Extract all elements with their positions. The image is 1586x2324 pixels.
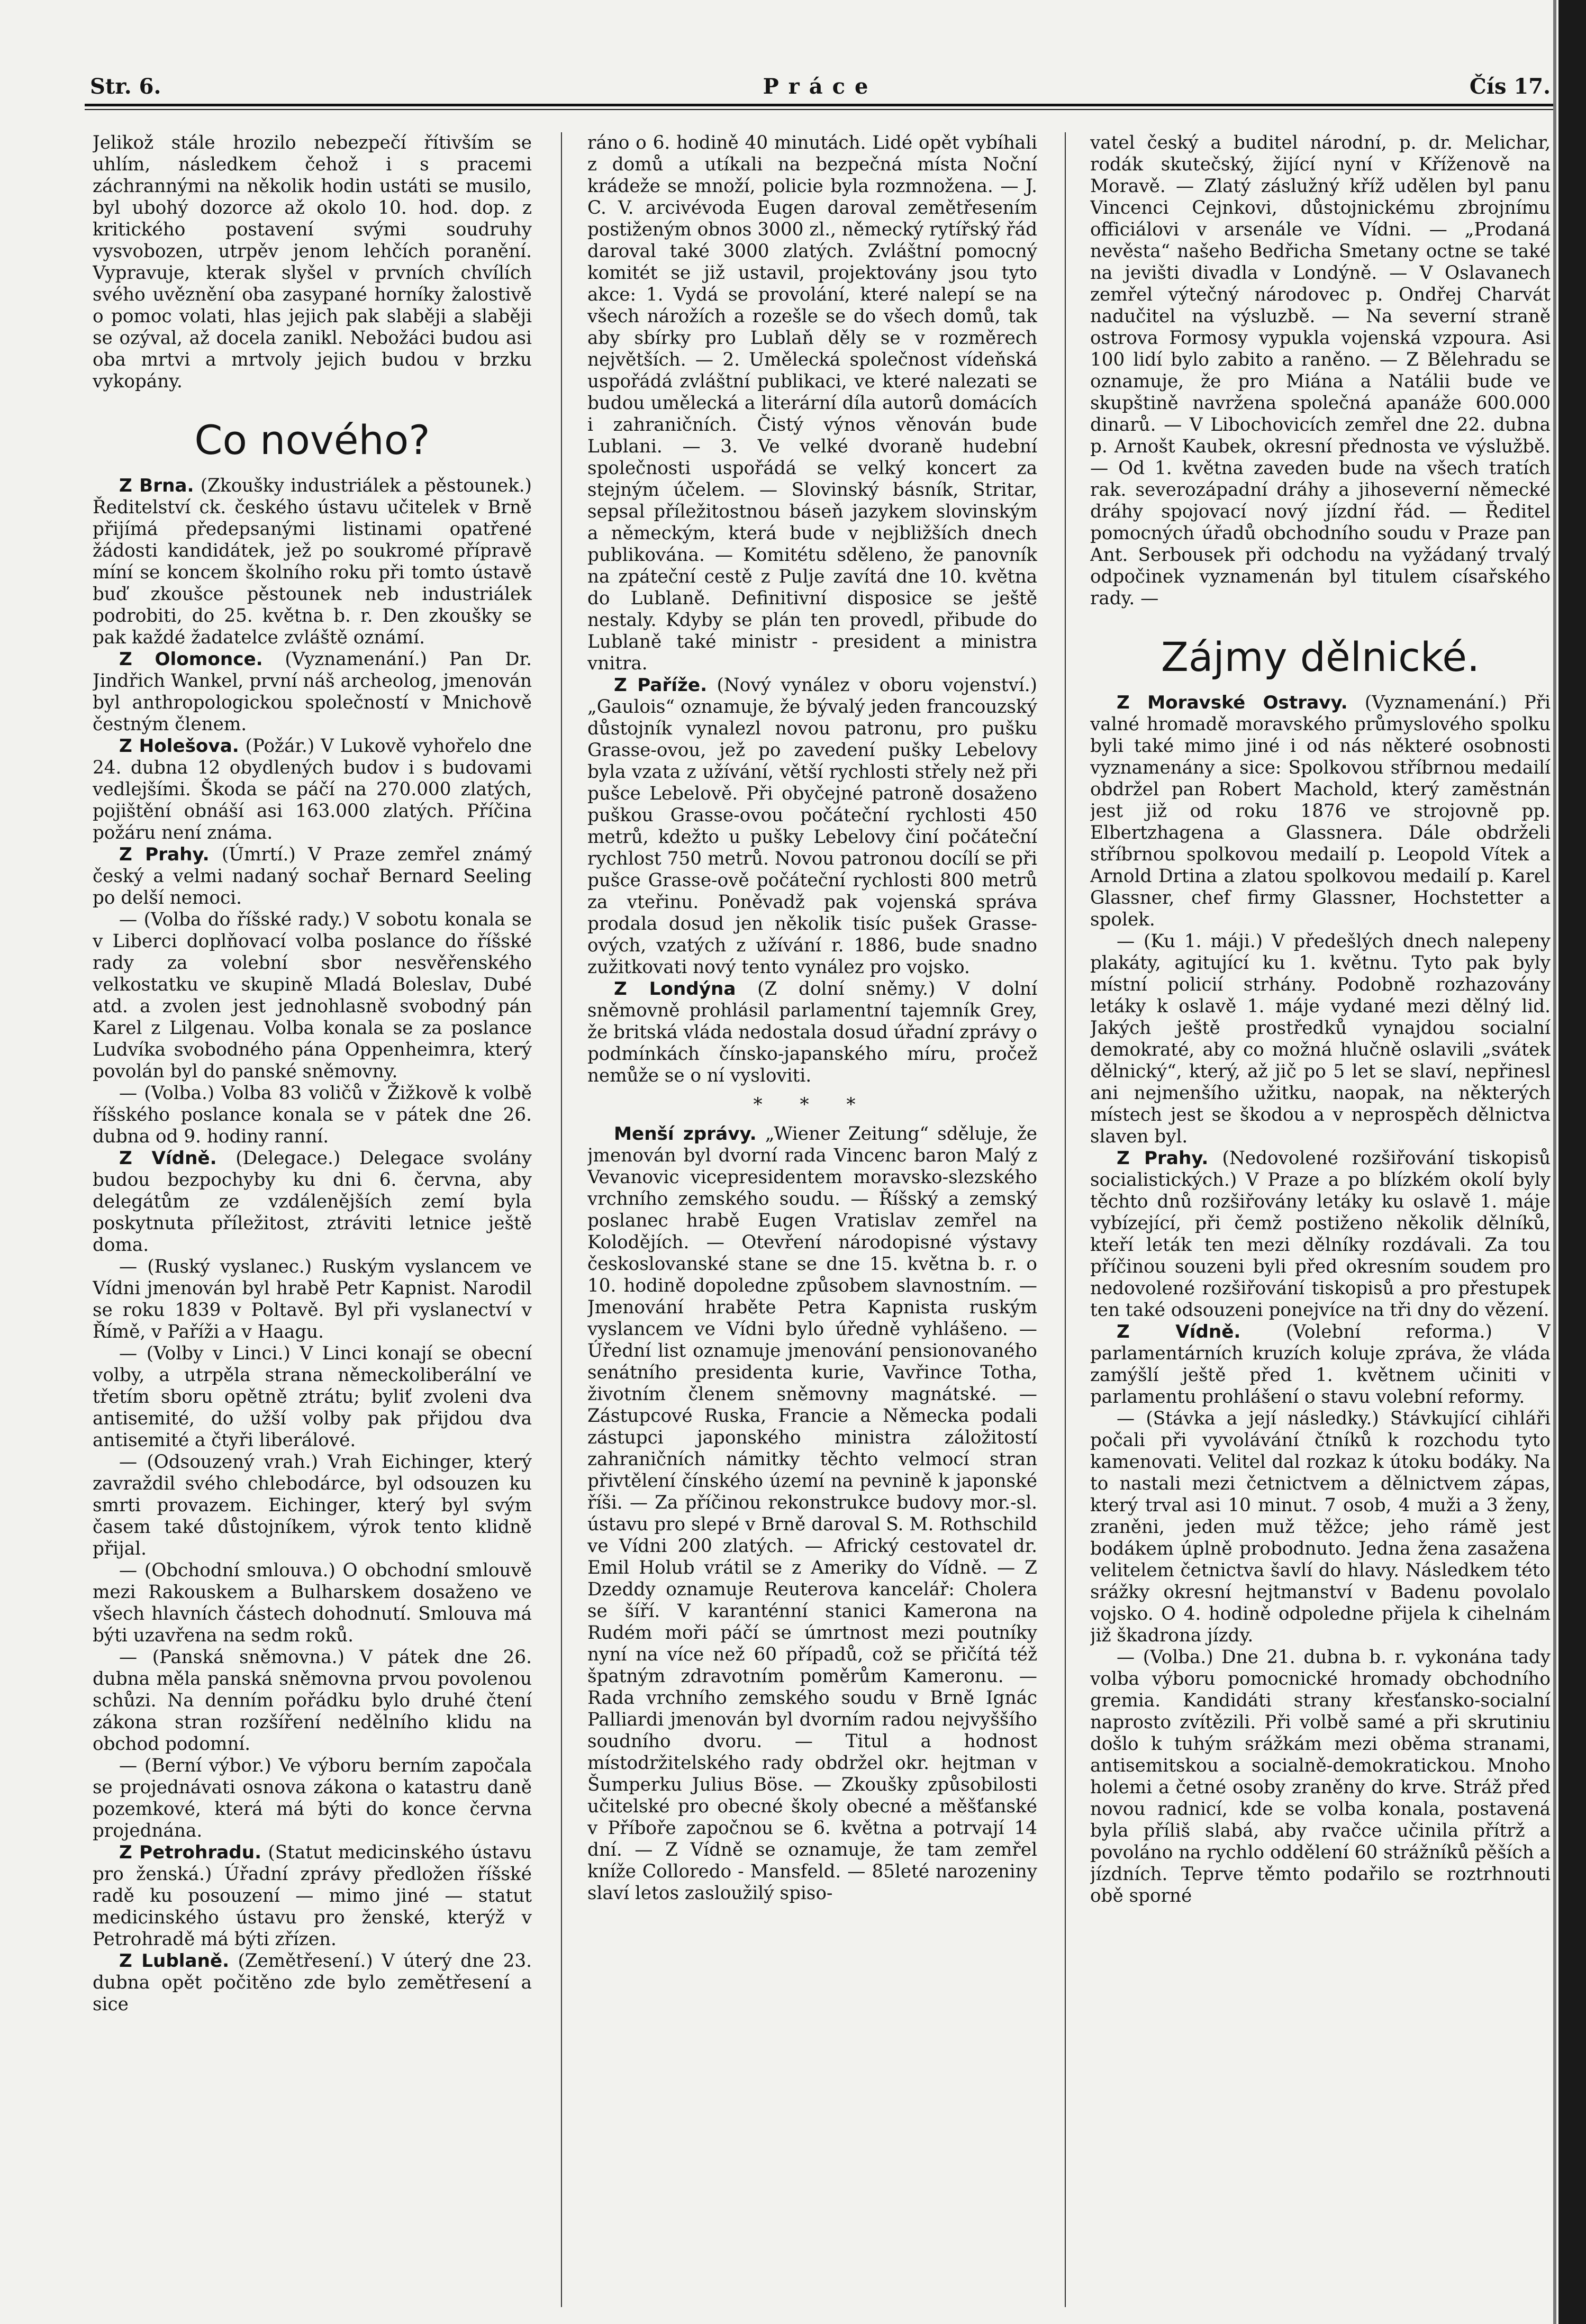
news-item-text: (Zemětřesení.) V úterý dne 23. dubna opět počitěno zde bylo zemětřesení a sice: [93, 1950, 532, 2015]
news-items: [93, 475, 532, 2016]
section-title-zajmy-delnicke: Zájmy dělnické.: [1161, 633, 1480, 680]
column-divider-1: [561, 132, 562, 2307]
scan-edge-dark: [1558, 0, 1586, 2324]
news-item-place: Menší zprávy.: [614, 1123, 757, 1145]
news-item-place: Z Prahy.: [1117, 1148, 1209, 1169]
news-item-text: (Volební reforma.) V parlamentárních kruzích koluje zpráva, že vláda zamýšlí ještě před 1. květnem učiniti v parlamentu prohlášení o stavu volební reformy.: [1090, 1321, 1551, 1408]
news-item-place: Z Prahy.: [119, 844, 210, 865]
section-title-co-noveho: Co nového?: [194, 416, 430, 464]
news-item-text: (Nový vynález v oboru vojenství.) „Gaulois“ oznamuje, že bývalý jeden francouzský důstojník vynalezl novou patronu, pro pušku Grasse-ovou, jež po zavedení pušky Lebelovy byla vzata z užívání, větší rychlosti střely než při pušce Lebelově. Při obyčejné patroně dosaženo puškou Grasse-ovou počáteční rychlosti 450 metrů, kdežto u pušky Lebelovy činí počáteční rychlost 750 metrů. Novou patronou docílí se při pušce Grasse-ově počáteční rychlosti 800 metrů za vteřinu. Poněvadž pak vojenská správa prodala dosud jen několik tisíc pušek Grasse-ových, vzatých z užívání r. 1886, bude snadno zužitkovati nový tento vynález pro vojsko.: [587, 675, 1037, 978]
news-item: [1090, 692, 1551, 931]
news-item-text: (Nedovolené rozšiřování tiskopisů socialistických.) V Praze a po blízkém okolí byly těchto dnů rozšiřovány letáky ku oslavě 1. máje vybízející, při čemž postiženo několik dělníků, kteří leták ten mezi dělníky rozdávali. Za tou příčinou souzeni byli před okresním soudem pro nedovolené rozšiřování tiskopisů a pro přestupek ten také odsouzeni ponejvíce na tři dny do vězení.: [1090, 1148, 1551, 1321]
news-item: [93, 649, 532, 736]
news-item-text: (Statut medicinského ústavu pro ženská.) Úřadní zprávy předložen říšské radě ku posouzení — mimo jiné — statut medicinského ústavu pro ženské, kterýž v Petrohradě má býti zřízen.: [93, 1842, 532, 1950]
news-item-text: — (Panská sněmovna.) V pátek dne 26. dubna měla panská sněmovna prvou povolenou schůzi. Na denním pořádku bylo druhé čtení zákona stran rozšíření nedělního klidu na obchod podomní.: [93, 1647, 532, 1755]
news-item-place: Z Vídně.: [1117, 1321, 1241, 1342]
news-item: [93, 1148, 532, 1256]
news-item: [587, 675, 1037, 978]
news-item: [1090, 1321, 1551, 1408]
news-item: [1090, 931, 1551, 1148]
news-item: [587, 1123, 1037, 1904]
header-rule-thin: [85, 109, 1556, 110]
news-item-text: — (Volba.) Volba 83 voličů v Žižkově k volbě říšského poslance konala se v pátek dne 26. dubna od 9. hodiny ranní.: [93, 1083, 532, 1147]
news-item: [93, 1343, 532, 1451]
news-item-text: (Zkoušky industriálek a pěstounek.) Ředitelství ck. českého ústavu učitelek v Brně přijímá předepsanými listinami opatřené žádosti kandidátek, jež po soukromé přípravě míní se koncem školního roku při tomto ústavě buď zkoušce pěstounek neb industriálek podrobiti, do 25. května b. r. Den zkoušky se pak každé žadatelce zvláště oznámí.: [93, 475, 532, 648]
news-item-place: Z Lublaně.: [119, 1950, 230, 1972]
news-item-place: Z Olomonce.: [119, 649, 263, 670]
separator-stars: * * *: [753, 1094, 872, 1115]
news-item: [93, 1451, 532, 1560]
news-item-text: (Vyznamenání.) Při valné hromadě moravského průmyslového spolku byli také mimo jiné i od nás některé osobnosti vyznamenány a sice: Spolkovou stříbrnou medailí obdržel pan Robert Machold, který zaměstnán jest již od roku 1876 ve strojovně pp. Elbertzhagena a Glassnera. Dále obdrželi stříbrnou spolkovou medailí p. Leopold Vítek a Arnold Drtina a zlatou spolkovou medailí p. Karel Glassner, chef firmy Glassner, Hochstetter a spolek.: [1090, 692, 1551, 930]
news-item-place: Z Londýna: [614, 978, 736, 1000]
news-item-place: Z Vídně.: [119, 1148, 217, 1169]
news-item: [93, 1560, 532, 1647]
news-item: [93, 1256, 532, 1343]
news-item-text: — (Ruský vyslanec.) Ruským vyslancem ve Vídni jmenován byl hrabě Petr Kapnist. Narodil se roku 1839 v Poltavě. Byl při vyslanectví v Římě, v Paříži a v Haagu.: [93, 1256, 532, 1342]
news-item: [93, 1647, 532, 1755]
news-item-text: — (Ku 1. máji.) V předešlých dnech nalepeny plakáty, agitující ku 1. květnu. Tyto pak byly místní policií strhány. Podobně rozhazovány letáky k oslavě 1. máje vydané mezi dělný lid. Jakých ještě prostředků vynajdou socialní demokraté, aby co možná hlučně oslavili „svátek dělnický“, který, až jič po 5 let se slaví, nepřinesl ani nejmenšího užitku, naopak, na některých místech jest se škodou a v neprospěch dělnictva slaven byl.: [1090, 931, 1551, 1147]
news-item: [1090, 1408, 1551, 1647]
news-item: [93, 1950, 532, 2016]
news-item: [93, 1083, 532, 1148]
news-item-place: Z Moravské Ostravy.: [1117, 692, 1348, 713]
news-item-text: (Z dolní sněmy.) V dolní sněmovně prohlásil parlamentní tajemník Grey, že britská vláda nedostala dosud úřadní zprávy o podmínkách čínsko-japanského míru, pročež nemůže se o ní vysloviti.: [587, 978, 1037, 1086]
news-item: [93, 844, 532, 909]
news-item: [93, 475, 532, 649]
news-item-text: — (Volba.) Dne 21. dubna b. r. vykonána tady volba výboru pomocnické hromady obchodního gremia. Kandidáti strany křesťansko-socialní naprosto zvítězili. Při volbě samé a při skrutiniu došlo k tuhým srážkám mezi oběma stranami, antisemitskou a socialně-demokratickou. Mnoho holemi a četné osoby zraněny do krve. Stráž před novou radnicí, kde se volba konala, postavená byla příliš slabá, aby rvačce učinila přítrž a povoláno na rychlo oddělení 60 strážníků pěších a jízdních. Teprve těmto podařilo se roztrhnouti obě sporné: [1090, 1647, 1551, 1907]
news-item-text: — (Obchodní smlouva.) O obchodní smlouvě mezi Rakouskem a Bulharskem dosaženo ve všech hlavních částech dohodnutí. Smlouva má býti uzavřena na sedm roků.: [93, 1560, 532, 1646]
news-item-text: — (Stávka a její následky.) Stávkující cihláři počali při vyvolávání čtníků k rozchodu tyto kamenovati. Velitel dal rozkaz k útoku bodáky. Na to nastali mezi četnictvem a dělnictvem zápas, který trval asi 10 minut. 7 osob, 4 muži a 3 ženy, zraněni, jeden muž těžce; jeho rámě jest bodákem úplně probodnuto. Jedna žena zasažena velitelem četnictva šavlí do hlavy. Následkem této srážky okresní hejtmanství v Badenu povolalo vojsko. O 4. hodině odpoledne přijela k cihelnám již škadrona jízdy.: [1090, 1408, 1551, 1646]
news-item-place: Z Holešova.: [119, 736, 239, 757]
news-item-text: (Delegace.) Delegace svolány budou bezpochyby ku dni 6. června, aby delegátům ze vzdálenějších zemí byla poskytnuta příležitost, ztráviti letnice ještě doma.: [93, 1148, 532, 1256]
news-item-text: — (Volby v Linci.) V Linci konají se obecní volby, a utrpěla strana německoliberální ve třetím sboru opětně ztrátu; byliť zvoleni dva antisemité, do užší volby pak přijdou dva antisemité a čtyři liberálové.: [93, 1343, 532, 1451]
page-header: [90, 74, 1551, 106]
issue-number: Čís 17.: [1469, 74, 1551, 99]
news-item: [93, 736, 532, 844]
header-rule: [85, 104, 1556, 106]
scan-edge: [1553, 0, 1556, 2324]
news-item-text: — (Volba do říšské rady.) V sobotu konala se v Liberci doplňovací volba poslance do říšské rady za volební sbor nesvěřenského velkostatku ve skupině Mladá Boleslav, Dubé atd. a zvolen jest jednohlasně svobodný pán Karel z Lilgenau. Volba konala se za poslance Ludvíka svobodného pána Oppenheimra, který povolán byl do panské sněmovny.: [93, 909, 532, 1082]
article-continuation: vatel český a buditel národní, p. dr. Melichar, rodák skutečský, žijící nyní v Kříženově na Moravě. — Zlatý záslužný kříž udělen byl panu Vincenci Cejnkovi, důstojnickému zbrojnímu officiálovi v arsenále ve Vídni. — „Prodaná nevěsta“ našeho Bedřicha Smetany octne se také na jevišti divadla v Londýně. — V Oslavanech zemřel výtečný národovec p. Ondřej Charvát nadučitel na výsluzbě. — Na severní straně ostrova Formosy vypukla vojenská vzpoura. Asi 100 lidí bylo zabito a raněno. — Z Bělehradu se oznamuje, že pro Miána a Natálii bude ve skupštině navržena společná apanáže 600.000 dinarů. — V Libochovicích zemřel dne 22. dubna p. Arnošt Kaubek, okresní přednosta ve výslužbě. — Od 1. května zaveden bude na všech tratích rak. severozápadní dráhy a jihoseverní německé dráhy spojovací nový jízdní řád. — Ředitel pomocných úřadů obchodního soudu v Praze pan Ant. Serbousek při odchodu na vyžádaný trvalý odpočinek vyznamenán byl titulem císařského rady. —: [1090, 132, 1551, 609]
news-item-place: Z Paříže.: [614, 675, 708, 696]
column-divider-2: [1065, 132, 1066, 2307]
news-item: [587, 978, 1037, 1087]
news-items: [1090, 692, 1551, 1907]
news-item-text: (Požár.) V Lukově vyhořelo dne 24. dubna 12 obydlených budov i s budovami vedlejšími. Škoda se páčí na 270.000 zlatých, pojištění obnáší asi 163.000 zlatých. Příčina požáru není známa.: [93, 736, 532, 843]
column-1: [93, 132, 532, 2312]
news-item-text: (Úmrtí.) V Praze zemřel známý český a velmi nadaný sochař Bernard Seeling po delší nemoci.: [93, 844, 532, 909]
news-item-text: (Vyznamenání.) Pan Dr. Jindřich Wankel, první náš archeolog, jmenován byl anthropologickou společností v Mnichově čestným členem.: [93, 649, 532, 735]
article-continuation: Jelikož stále hrozilo nebezpečí řítivším se uhlím, následkem čehož i s pracemi záchrannými na několik hodin ustáti se musilo, byl ubohý dozorce až okolo 10. hod. dop. z kritického postavení svými soudruhy vysvobozen, utrpěv jenom lehčích poranění. Vypravuje, kterak slyšel v prvních chvílích svého uvěznění oba zasypané horníky žalostivě o pomoc volati, hlas jejich pak slaběji a slaběji se ozýval, až docela zanikl. Nebožáci budou asi oba mrtvi a mrtvoly jejich budou v brzku vykopány.: [93, 132, 532, 392]
news-item-text: — (Odsouzený vrah.) Vrah Eichinger, který zavraždil svého chlebodárce, byl odsouzen ku smrti provazem. Eichinger, který byl svým časem také důstojníkem, výrok tento klidně přijal.: [93, 1451, 532, 1559]
page-number: Str. 6.: [90, 74, 161, 99]
news-item: [93, 1842, 532, 1950]
news-item: [93, 909, 532, 1083]
news-item-place: Z Brna.: [119, 475, 194, 496]
news-item-text: „Wiener Zeitung“ sděluje, že jmenován byl dvorní rada Vincenc baron Malý z Vevanovic vicepresidentem moravsko-slezského vrchního zemského soudu. — Říšský a zemský poslanec hrabě Eugen Vratislav zemřel na Kolodějích. — Otevření národopisné výstavy českoslovanské stane se dne 15. května b. r. o 10. hodině dopoledne způsobem slavnostním. — Jmenování hraběte Petra Kapnista ruským vyslancem ve Vídni bylo úředně vyhlášeno. — Úřední list oznamuje jmenování pensionovaného senátního presidenta kurie, Vavřince Totha, životním členem sněmovny magnátské. — Zástupcové Ruska, Francie a Německa podali zástupci japonského ministra záložitostí zahraničních námitky těchto velmocí stran přivtělení čínského území na pevnině k japonské říši. — Za příčinou rekonstrukce budovy mor.-sl. ústavu pro slepé v Brně daroval S. M. Rothschild ve Vídni 200 zlatých. — Africký cestovatel dr. Emil Holub vrátil se z Ameriky do Vídně. — Z Dzeddy oznamuje Reuterova kancelář: Cholera se šíří. V karanténní stanici Kamerona na Rudém moři páčí se úmrtnost mezi poutníky nyní na více než 60 případů, což se přičítá též špatným zdravotním poměrům Kameronu. — Rada vrchního zemského soudu v Brně Ignác Palliardi jmenován byl dvorním radou nejvyššího soudního dvoru. — Titul a hodnost místodržitelského rady obdržel okr. hejtman v Šumperku Julius Böse. — Zkoušky způsobilosti učitelské pro obecné školy obecné a měšťanské v Příboře započnou se 6. května a potrvají 14 dní. — Z Vídně se oznamuje, že tam zemřel kníže Colloredo - Mansfeld. — 85leté narozeniny slaví letos zasloužilý spiso-: [587, 1123, 1037, 1904]
news-item-place: Z Petrohradu.: [119, 1842, 262, 1863]
news-items: [587, 675, 1037, 1087]
news-item: [1090, 1647, 1551, 1907]
news-item-text: — (Berní výbor.) Ve výboru berním započala se projednávati osnova zákona o katastru daně pozemkové, která má býti do konce června projednána.: [93, 1755, 532, 1841]
article-continuation: ráno o 6. hodině 40 minutách. Lidé opět vybíhali z domů a utíkali na bezpečná místa Noční krádeže se množí, policie byla rozmnožena. — J. C. V. arcivévoda Eugen daroval zemětřesením postiženým obnos 3000 zl., německý rytířský řád daroval také 3000 zlatých. Zvláštní pomocný komitét se již ustavil, projektovány jsou tyto akce: 1. Vydá se provolání, které nalepí se na všech nárožích a rozešle se do všech domů, tak aby sbírky pro Lublaň děly se v rozměrech největších. — 2. Umělecká společnost vídeňská uspořádá zvláštní publikaci, ve které nalezati se budou umělecká a literární díla autorů domácích i zahraničních. Čistý výnos věnován bude Lublani. — 3. Ve velké dvoraně hudební společnosti uspořádá se velký koncert za stejným účelem. — Slovinský básník, Stritar, sepsal příležitostnou báseň jazykem slovinským a německým, která bude v nejbližších dnech publikována. — Komitétu sděleno, že panovník na zpáteční cestě z Pulje zavítá dne 10. května do Lublaně. Definitivní disposice se ještě nestaly. Kdyby se plán ten provedl, přibude do Lublaně také ministr - president a ministra vnitra.: [587, 132, 1037, 674]
column-3: [1090, 132, 1551, 2312]
news-item: [1090, 1148, 1551, 1321]
newspaper-title: Práce: [763, 74, 878, 99]
column-2: [587, 132, 1037, 2312]
news-item: [93, 1755, 532, 1842]
